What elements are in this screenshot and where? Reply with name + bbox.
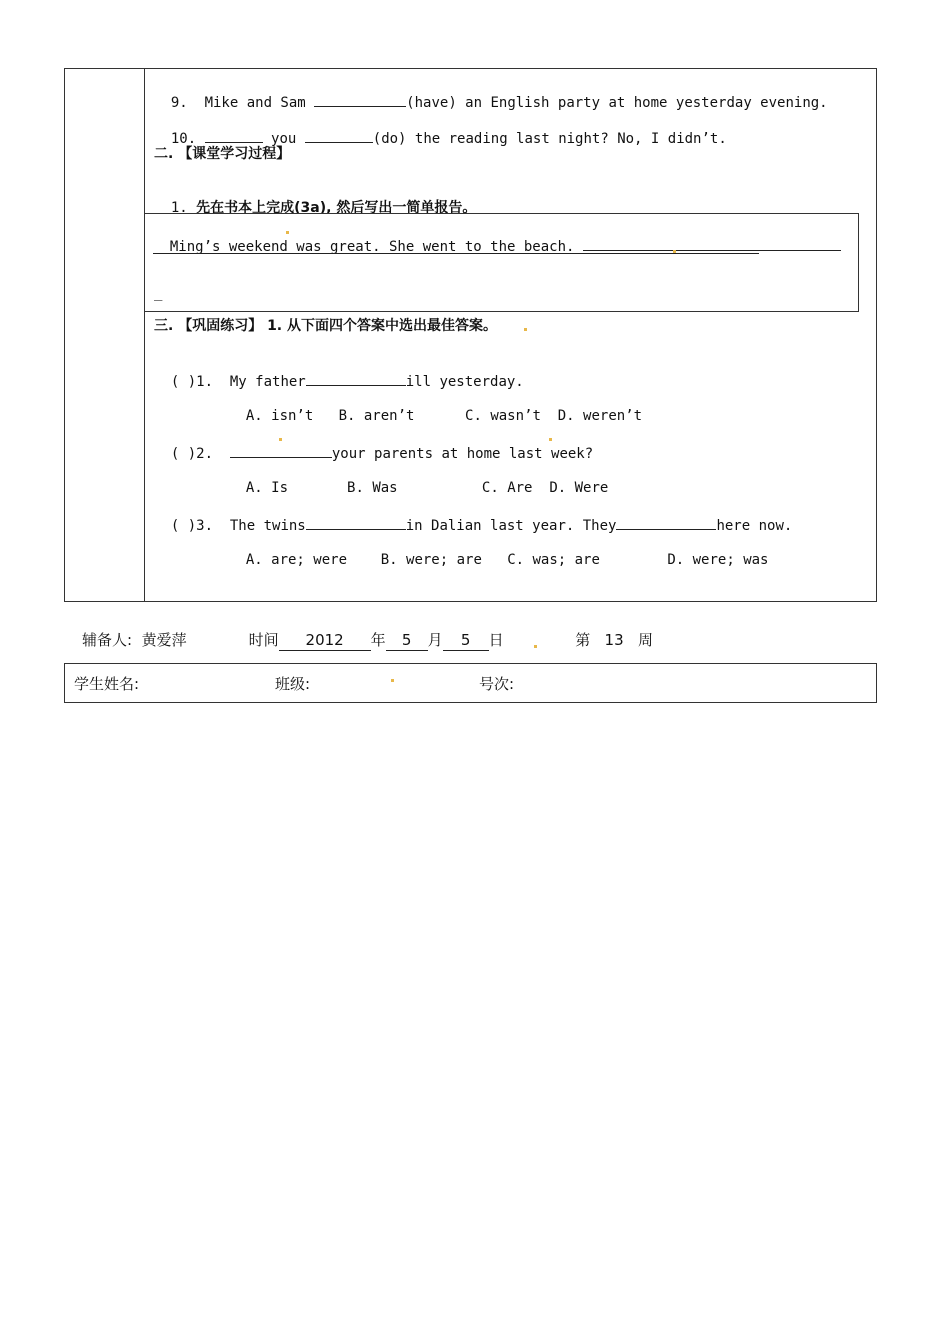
assistant-name: 黄爱萍 [141,631,187,649]
q3-option-b[interactable]: B. were; are [380,552,482,568]
q2-option-a[interactable]: A. Is [245,480,289,496]
q1-option-b[interactable]: B. aren’t [338,408,415,424]
q10-blank-2[interactable] [305,128,373,143]
yellow-mark [549,438,552,441]
report-first-line [153,218,841,256]
section-3-heading: 三. 【巩固练习】 1. 从下面四个答案中选出最佳答案。 [154,318,497,334]
q9-number: 9. [170,95,188,111]
task-number: 1. [170,200,188,216]
year-unit: 年 [370,631,386,649]
q3-blank-1[interactable] [306,515,406,530]
week-suffix: 周 [637,631,653,649]
day-value: 5 [443,630,489,651]
yellow-mark [279,438,282,441]
q2-text-after: your parents at home last week? [331,446,594,462]
q3-option-a[interactable]: A. are; were [245,552,348,568]
q2-option-c[interactable]: C. Are [481,480,533,496]
yellow-mark [391,679,394,682]
year-value: 2012 [279,630,371,651]
q3-blank-2[interactable] [616,515,716,530]
yellow-mark [534,645,537,648]
q9-blank[interactable] [314,92,406,107]
q10-text-mid: you [271,131,297,147]
week-value: 13 [604,631,624,649]
q1-option-a[interactable]: A. isn’t [245,408,314,424]
q1-option-d[interactable]: D. weren’t [557,408,643,424]
q3-text-before: The twins [229,518,306,534]
class-label: 班级: [275,675,311,693]
mc-question-3 [154,497,792,535]
time-label: 时间 [248,631,279,649]
student-name-label: 学生姓名: [74,675,140,693]
left-column [65,69,145,601]
day-unit: 日 [488,631,504,649]
q3-text-mid: in Dalian last year. They [405,518,617,534]
report-blank-line-2[interactable] [153,253,759,254]
q2-number: ( )2. [170,446,214,462]
section-2-heading: 二. 【课堂学习过程】 [154,146,291,162]
q9-text-after: (have) an English party at home yesterday evening. [406,95,828,111]
report-dash: _ [154,285,163,301]
q1-option-c[interactable]: C. wasn’t [465,408,541,424]
week-prefix: 第 [575,631,591,649]
report-blank-1[interactable] [583,236,841,251]
q10-text-after: (do) the reading last night? No, I didn’t. [372,131,727,147]
q3-option-c[interactable]: C. was; are [507,552,600,568]
q10-blank-1[interactable] [205,128,263,143]
q1-text-before: My father [229,374,306,390]
q1-options [229,389,642,425]
footer-info [82,630,653,651]
q2-option-d[interactable]: D. Were [549,480,609,496]
report-start-text: Ming’s weekend was great. She went to the beach. [169,239,575,255]
q1-text-after: ill yesterday. [405,374,524,390]
assistant-label: 辅备人: [82,631,133,649]
mc-question-1 [154,353,524,391]
q3-options [229,533,769,569]
yellow-mark [673,250,676,253]
student-info-box [64,663,877,703]
exercise-9 [154,74,828,112]
q1-blank[interactable] [306,371,406,386]
q2-options [229,461,608,497]
exercise-10 [154,110,727,148]
q3-number: ( )3. [170,518,214,534]
yellow-mark [524,328,527,331]
q10-number: 10. [170,131,197,147]
task-text: 先在书本上完成(3a), 然后写出一简单报告。 [196,200,477,216]
section-2-task [154,181,476,217]
number-label: 号次: [479,675,515,693]
q2-option-b[interactable]: B. Was [347,480,398,496]
q2-blank[interactable] [230,443,332,458]
month-unit: 月 [427,631,443,649]
q3-option-d[interactable]: D. were; was [667,552,769,568]
yellow-mark [286,231,289,234]
q1-number: ( )1. [170,374,214,390]
month-value: 5 [386,630,428,651]
q9-text-before: Mike and Sam [204,95,306,111]
q3-text-after: here now. [716,518,793,534]
mc-question-2 [154,425,593,463]
